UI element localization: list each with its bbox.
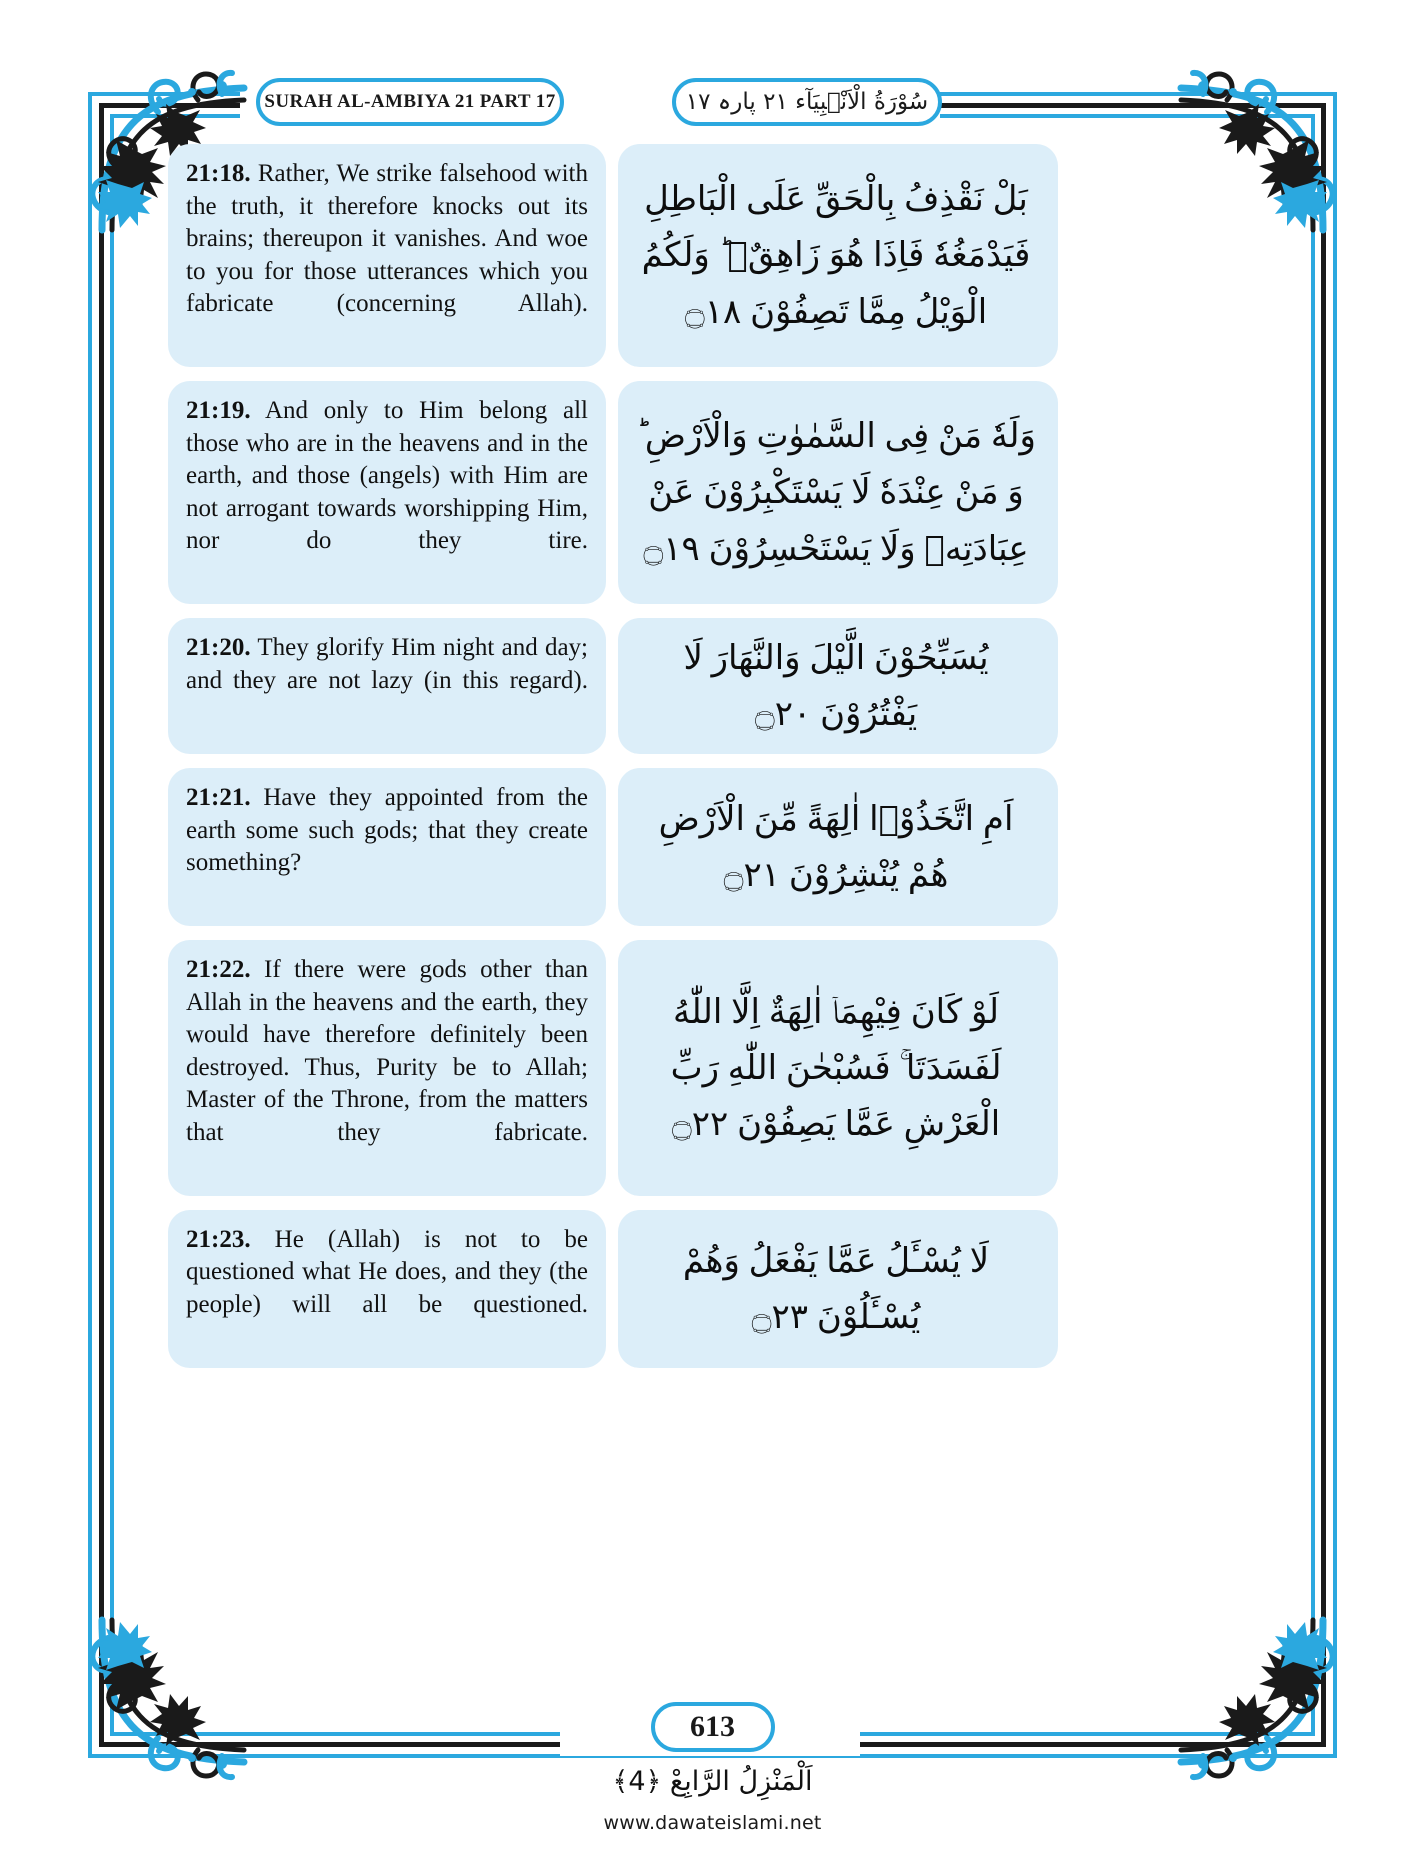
verse-arabic-box [618,940,1058,1196]
verse-translation-box [168,381,606,604]
verse-row [168,618,1258,754]
verse-translation-text [186,1224,588,1354]
verse-translation-text [186,158,588,353]
verse-english: He (Allah) is not to be questioned what He does, and they (the people) will all be questioned. [186,1225,589,1318]
verse-translation-text [186,395,588,590]
verse-arabic-box [618,144,1058,367]
verse-translation-box [168,768,606,926]
page-number: 613 [690,1710,735,1743]
verse-arabic-box [618,381,1058,604]
verse-translation-box [168,940,606,1196]
verse-translation-text [186,782,588,912]
verse-english: They glorify Him night and day; and they are not lazy (in this regard). [186,634,588,694]
verse-english: Have they appointed from the earth some such gods; that they create something? [186,784,588,877]
surah-title-capsule-arabic [672,78,942,126]
surah-title-arabic: سُوْرَةُ الْاَنْۢبِيَآء ٢١ پارہ ١٧ [685,88,929,115]
verse-arabic-box [618,618,1058,754]
verse-row [168,144,1258,367]
verse-arabic-text: يُسَبِّحُوْنَ الَّيْلَ وَالنَّهَارَ لَا يَفْتُرُوْنَ ۝٢٠ [683,638,989,735]
verse-translation-text [186,954,588,1182]
verse-arabic-text: اَمِ اتَّخَذُوْۤا اٰلِهَةً مِّنَ الْاَرْضِ هُمْ يُنْشِرُوْنَ ۝٢١ [658,799,1014,896]
verse-english: If there were gods other than Allah in the heavens and the earth, they would have therefore definitely been destroyed. Thus, Purity be to Allah; Master of the Throne, from the matters that they fabricate. [186,956,589,1146]
verse-reference: 21:23. [186,1225,251,1253]
page-header [0,76,1425,134]
verse-row [168,940,1258,1196]
verse-reference: 21:19. [186,397,251,424]
verse-list [168,144,1258,1424]
verse-reference: 21:18. [186,160,251,187]
verse-reference: 21:21. [186,784,251,812]
verse-translation-box [168,618,606,754]
verse-row [168,768,1258,926]
verse-arabic-box [618,768,1058,926]
manzil-label-arabic: اَلْمَنْزِلُ الرَّابِعْ ﴿4﴾ [612,1766,813,1797]
verse-translation-box [168,1210,606,1368]
surah-title-capsule-english [256,78,564,126]
verse-arabic-text: بَلْ نَقْذِفُ بِالْحَقِّ عَلَى الْبَاطِلِ فَيَدْمَغُهٗ فَاِذَا هُوَ زَاهِقٌۭ ؕ وَلَكُمُ الْوَيْلُ مِمَّا تَصِفُوْنَ ۝١٨ [641,179,1031,332]
verse-arabic-text: وَلَهٗ مَنْ فِى السَّمٰوٰتِ وَالْاَرْضِ ؕ وَ مَنْ عِنْدَهٗ لَا يَسْتَكْبِرُوْنَ عَنْ عِبَادَتِهٖ وَلَا يَسْتَحْسِرُوْنَ ۝١٩ [636,416,1036,569]
verse-row [168,1210,1258,1368]
verse-english: Rather, We strike falsehood with the truth, it therefore knocks out its brains; thereupon it vanishes. And woe to you for those utterances which you fabricate (concerning Allah). [186,160,589,317]
verse-arabic-text: لَا يُسْـَٔلُ عَمَّا يَفْعَلُ وَهُمْ يُسْـَٔلُوْنَ ۝٢٣ [682,1240,990,1337]
verse-english: And only to Him belong all those who are in the heavens and in the earth, and those (angels) with Him are not arrogant towards worshipping Him, nor do they tire. [186,397,589,554]
verse-row [168,381,1258,604]
verse-reference: 21:20. [186,634,251,661]
verse-translation-box [168,144,606,367]
verse-arabic-box [618,1210,1058,1368]
verse-translation-text [186,632,588,730]
website-url: www.dawateislami.net [603,1812,822,1834]
verse-arabic-text: لَوْ كَانَ فِيْهِمَاۤ اٰلِهَةٌ اِلَّا اللّٰهُ لَفَسَدَتَا ۚ فَسُبْحٰنَ اللّٰهِ رَبِّ الْعَرْشِ عَمَّا يَصِفُوْنَ ۝٢٢ [670,991,1002,1144]
surah-title-english: SURAH AL-AMBIYA 21 PART 17 [264,91,556,112]
page-number-capsule [651,1702,775,1752]
verse-reference: 21:22. [186,956,251,984]
